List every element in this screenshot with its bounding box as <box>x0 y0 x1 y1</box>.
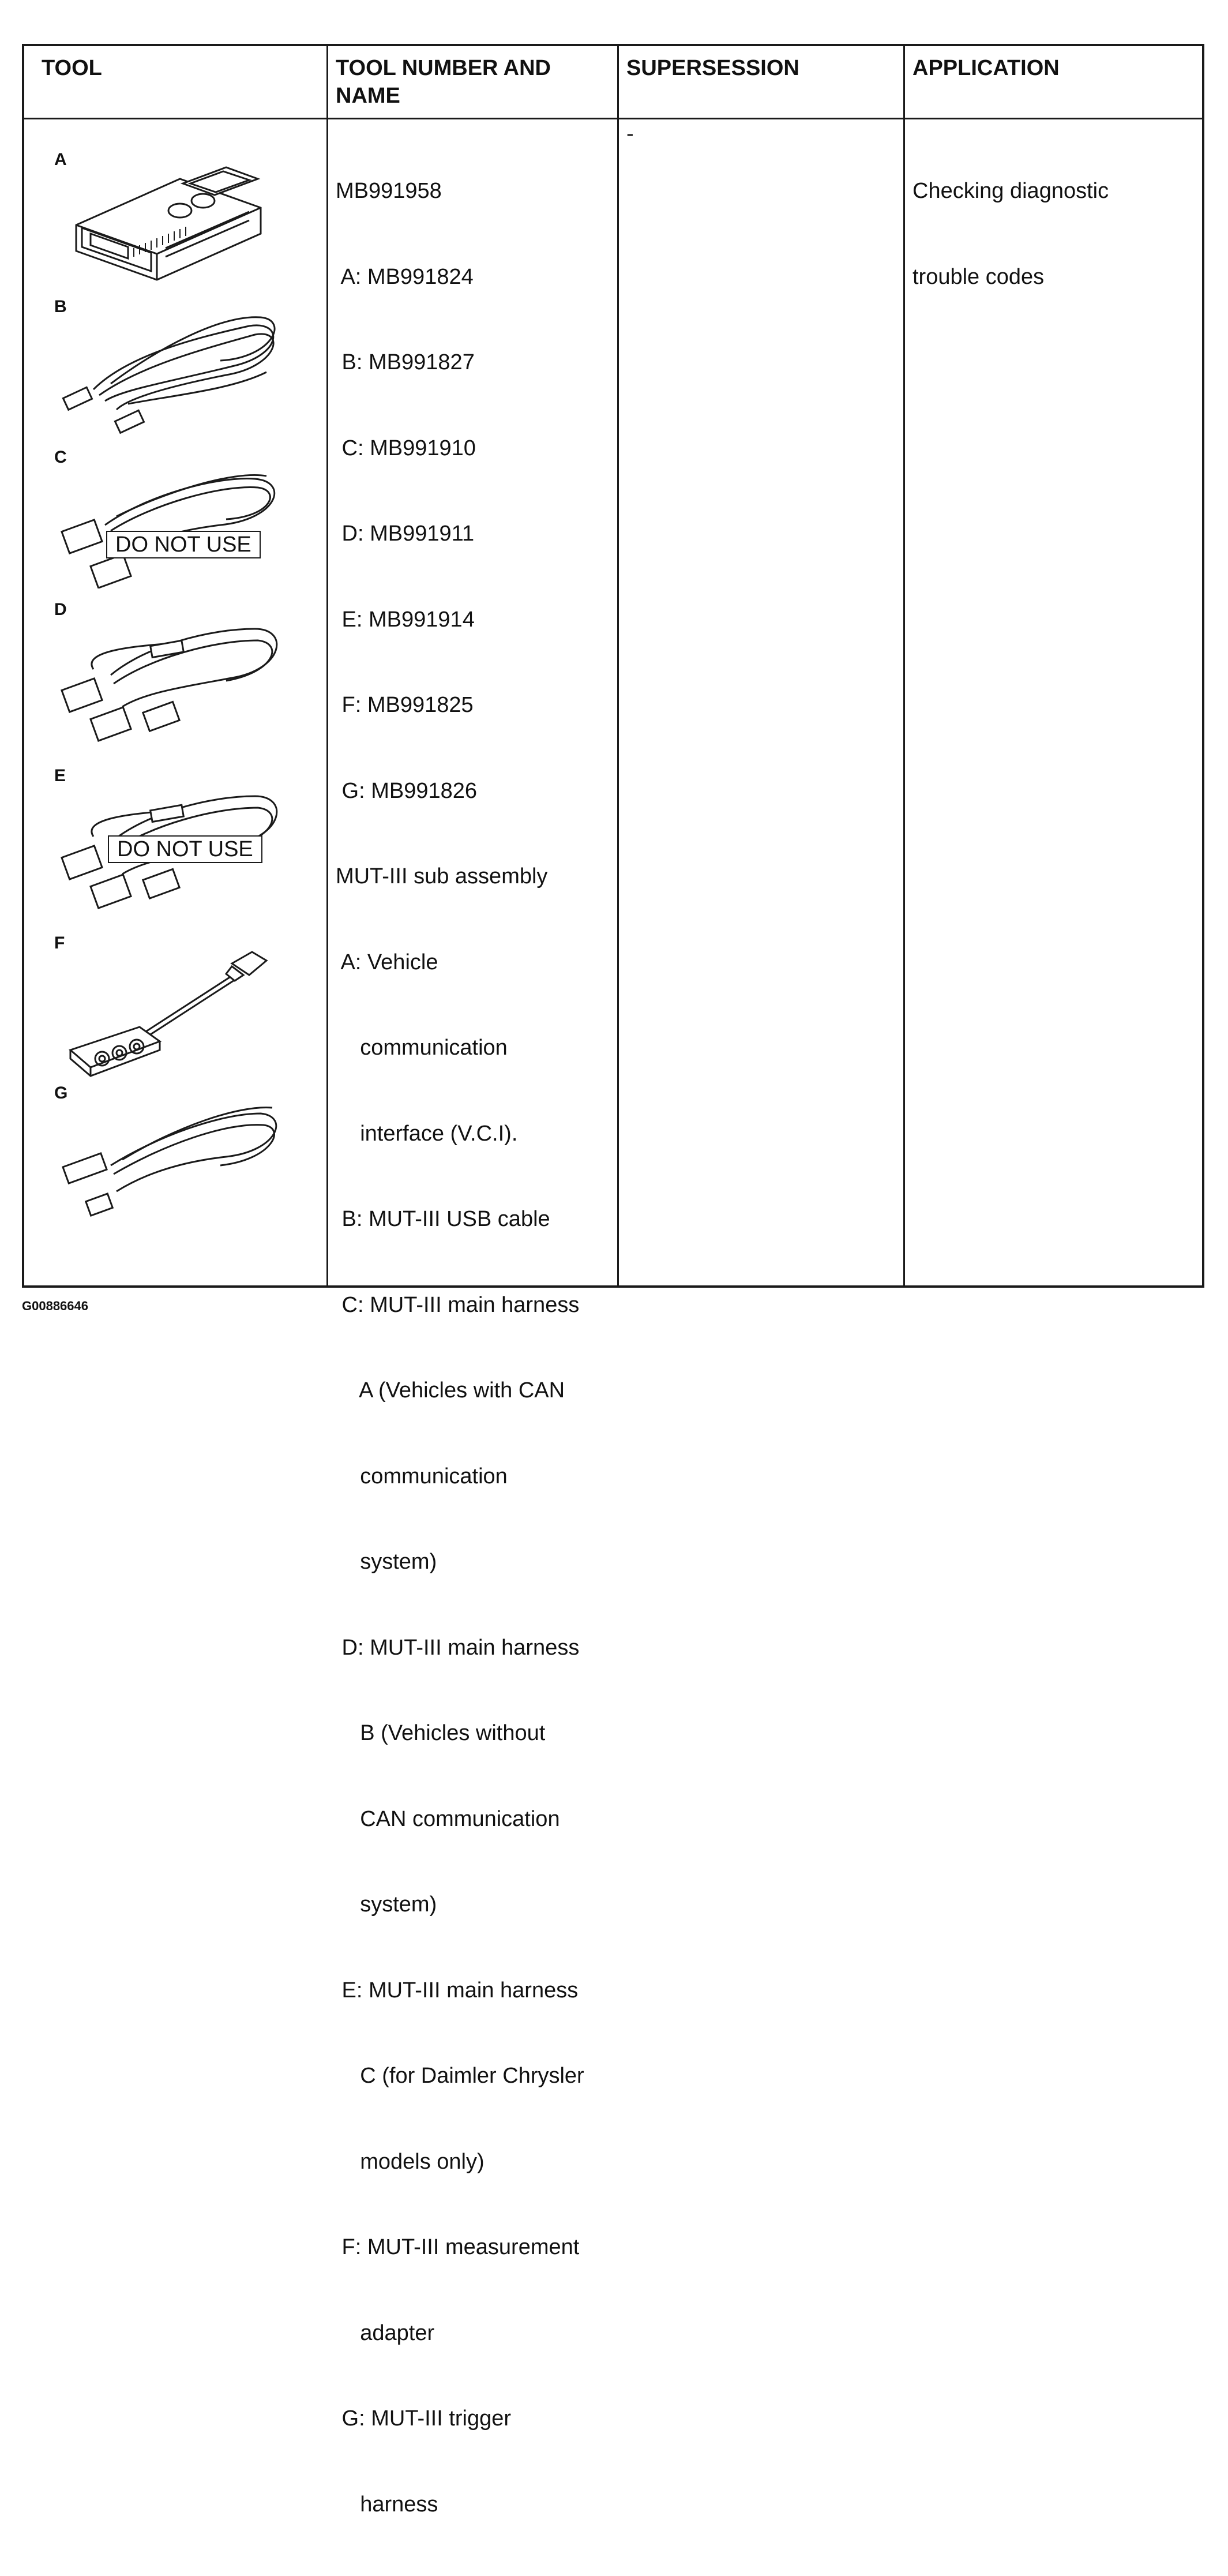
header-application: APPLICATION <box>912 56 1060 80</box>
tool-number-line: system) <box>336 1550 437 1574</box>
header-divider <box>24 118 1202 119</box>
tool-letter: F <box>54 933 65 953</box>
usb-cable-icon <box>59 303 290 436</box>
tool-number-line: MB991958 <box>336 179 442 203</box>
tool-number-list <box>336 120 584 2576</box>
tool-number-line: B (Vehicles without <box>336 1721 546 1745</box>
tool-letter: A <box>54 150 67 169</box>
tool-number-line: MUT-III sub assembly <box>336 864 548 888</box>
tool-letter: E <box>54 766 66 785</box>
tool-number-line: C: MUT-III main harness <box>336 1292 580 1317</box>
tool-number-line: E: MUT-III main harness <box>336 1978 579 2003</box>
tool-number-line: interface (V.C.I). <box>336 1121 518 1146</box>
tool-number-line: communication <box>336 1464 508 1488</box>
tool-number-line: B: MB991827 <box>336 350 475 374</box>
tool-number-line: communication <box>336 1036 508 1060</box>
main-harness-a-icon <box>59 462 290 588</box>
tool-letter: C <box>54 448 67 467</box>
header-tool-number-line-2: NAME <box>336 84 400 108</box>
header-supersession: SUPERSESSION <box>626 56 799 80</box>
supersession-value: - <box>626 122 634 146</box>
tool-number-line: adapter <box>336 2320 435 2345</box>
tool-number-line: A: MB991824 <box>336 264 474 289</box>
do-not-use-label: DO NOT USE <box>108 835 262 863</box>
tool-number-line: system) <box>336 1892 437 1917</box>
do-not-use-label: DO NOT USE <box>106 531 261 558</box>
figure-code: G00886646 <box>22 1299 88 1313</box>
main-harness-b-icon <box>59 612 290 744</box>
application-line-1: Checking diagnostic <box>912 179 1109 203</box>
header-tool-number-line-1: TOOL NUMBER AND <box>336 56 551 80</box>
tool-number-line: G: MUT-III trigger <box>336 2406 512 2431</box>
tool-number-line: D: MUT-III main harness <box>336 1635 580 1660</box>
vci-unit-icon <box>59 156 278 283</box>
tool-letter: D <box>54 600 67 619</box>
column-divider <box>617 46 619 1285</box>
tool-number-line: models only) <box>336 2149 485 2174</box>
tool-number-line: harness <box>336 2492 438 2517</box>
tool-number-line: A (Vehicles with CAN <box>336 1378 565 1403</box>
tool-number-line: A: Vehicle <box>336 950 438 974</box>
tool-number-line: C (for Daimler Chrysler <box>336 2064 584 2088</box>
tool-number-line: E: MB991914 <box>336 607 475 632</box>
header-tool: TOOL <box>42 56 102 80</box>
application-line-2: trouble codes <box>912 264 1045 289</box>
tool-number-line: D: MB991911 <box>336 522 475 546</box>
tool-letter: B <box>54 297 67 316</box>
tool-number-line: C: MB991910 <box>336 436 476 460</box>
tool-number-line: B: MUT-III USB cable <box>336 1207 550 1231</box>
application-value <box>912 120 1109 348</box>
tool-number-line: F: MB991825 <box>336 693 474 717</box>
column-divider <box>326 46 328 1285</box>
header-tool-number <box>336 54 551 110</box>
measurement-adapter-icon <box>59 940 278 1079</box>
tool-number-line: CAN communication <box>336 1806 560 1831</box>
trigger-harness-icon <box>59 1096 290 1223</box>
tool-number-line: F: MUT-III measurement <box>336 2235 580 2259</box>
column-divider <box>903 46 905 1285</box>
tool-number-line: G: MB991826 <box>336 778 478 803</box>
tool-letter: G <box>54 1083 68 1103</box>
